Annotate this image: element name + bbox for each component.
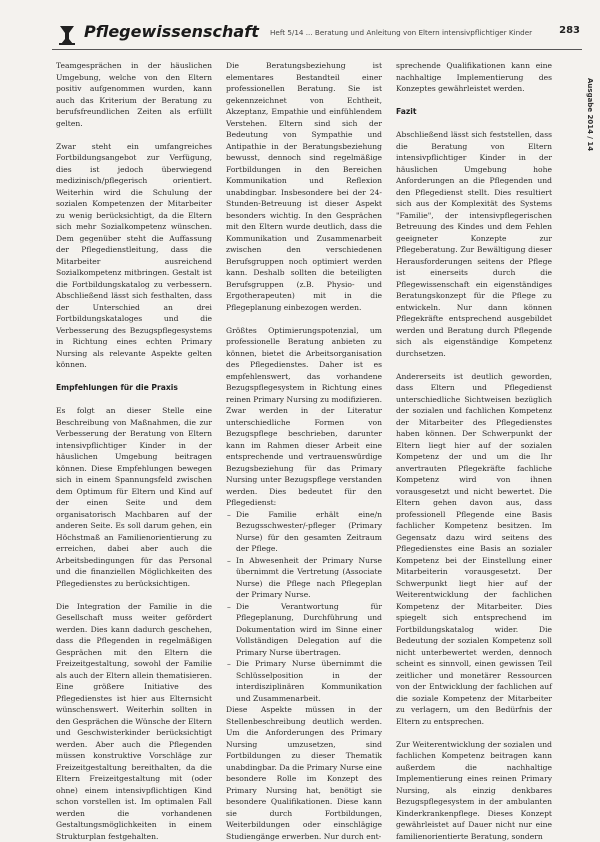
column-left <box>56 60 212 842</box>
paragraph: Die Beratungsbeziehung ist elementares Bestandteil einer professionellen Beratung. Sie ist gekennzeichnet von Echtheit, Akzeptanz, Empathie und einfühlendem Verstehen. Eltern sind sich der Bedeutung von Sympathie und Antipathie in der Beratungsbeziehung bewusst, dennoch sind regelmäßige Fortbildungen in den Bereichen Kommunikation und Reflexion unabdingbar. Insbesondere bei der 24-Stunden-Betreuung ist dieser Aspekt besonders wichtig. In den Gesprächen mit den Eltern wurde deutlich, dass die Kommunikation und Zusammenarbeit zwischen den verschiedenen Berufsgruppen noch optimiert werden kann. Deshalb sollten die beteiligten Berufsgruppen (z.B. Physio- und Ergotherapeuten) mit in die Pflegeplanung einbezogen werden. <box>226 60 382 313</box>
journal-logo-icon <box>58 24 76 46</box>
paragraph: Es folgt an dieser Stelle eine Beschreibung von Maßnahmen, die zur Verbesserung der Beratung von Eltern intensivpflichtiger Kinder in der häuslichen Umgebung beitragen können. Diese Empfehlungen bewegen sich in einem Spannungsfeld zwischen dem Optimum für Eltern und Kind auf der einen Seite und dem organisatorisch Machbaren auf der anderen Seite. Es soll darum gehen, ein Höchstmaß an Familienorientierung zu erreichen, dabei aber auch die Arbeitsbedingungen für das Personal und die finanziellen Möglichkeiten des Pflegedienstes zu berücksichtigen. <box>56 405 212 589</box>
list-item: – Die Verantwortung für Pflegeplanung, Durchführung und Dokumentation wird im Sinne einer Vollständigen Delegation auf die Primary Nurse übertragen. <box>236 601 382 659</box>
column-right <box>396 60 552 842</box>
page-number: 283 <box>559 25 580 36</box>
list-item: – Die Familie erhält eine/n Bezugsschwester/-pfleger (Primary Nurse) für den gesamten Zeitraum der Pflege. <box>236 509 382 555</box>
paragraph: Die Integration der Familie in die Gesellschaft muss weiter gefördert werden. Dies kann dadurch geschehen, dass die Pflegenden in regelmäßigen Gesprächen mit den Eltern die Freizeitgestaltung, sowohl der Familie als auch der Eltern allein thematisieren. Eine größere Initiative des Pflegedienstes ist hier aus Elternsicht wünschenswert. Weiterhin sollten in den Gesprächen die Wünsche der Eltern und Geschwisterkinder berücksichtigt werden. Aber auch die Pflegenden müssen konstruktive Vorschläge zur Freizeitgestaltung bereithalten, da die Eltern Freizeitgestaltung mit (oder ohne) einem intensivpflichtigen Kind schon vorstellen ist. Im optimalen Fall werden die vorhandenen Gestaltungsmöglichkeiten in einem Strukturplan festgehalten. <box>56 601 212 842</box>
section-heading: Empfehlungen für die Praxis <box>56 382 212 394</box>
page-header <box>52 22 582 52</box>
paragraph: Teamgesprächen in der häuslichen Umgebung, welche von den Eltern positiv aufgenommen wurden, kann auch das Kriterium der Beratung zu berufsfreundlichen Zeiten als erfüllt gelten. <box>56 60 212 129</box>
running-title: Heft 5/14 ... Beratung und Anleitung von Eltern intensivpflichtiger Kinder <box>270 28 532 37</box>
paragraph: Diese Aspekte müssen in der Stellenbeschreibung deutlich werden. Um die Anforderungen des Primary Nursing umzusetzen, sind Fortbildungen zu dieser Thematik unabdingbar. Da die Primary Nurse eine besondere Rolle im Konzept des Primary Nursing hat, benötigt sie besondere Qualifikationen. Diese kann sie durch Fortbildungen, Weiterbildungen oder einschlägige Studiengänge erwerben. Nur durch ent- <box>226 704 382 842</box>
paragraph: Andererseits ist deutlich geworden, dass Eltern und Pflegedienst unterschiedliche Sichtweisen bezüglich der sozialen und fachlichen Kompetenz der Mitarbeiter des Pflegedienstes haben können. Der Schwerpunkt der Eltern liegt hier auf der sozialen Kompetenz der und um die Ihr anvertrauten Pflegekräfte fachliche Kompetenz wird von ihnen vorausgesetzt und nicht bewertet. Die Eltern gehen davon aus, dass professionell Pflegende eine Basis fachlicher Kompetenz besitzen. Im Gegensatz dazu wird seitens des Pflegedienstes eine Basis an sozialer Kompetenz bei der Einstellung einer Mitarbeiterin vorausgesetzt. Der Schwerpunkt liegt hier auf der Weiterentwicklung der fachlichen Kompetenz der Mitarbeiter. Dies spiegelt sich entsprechend im Fortbildungskatalog wider. Die Bedeutung der sozialen Kompetenz soll nicht unterbewertet werden, dennoch scheint es sinnvoll, einen gewissen Teil zeitlicher und monetärer Ressourcen von der Entwicklung der fachlichen auf die soziale Kompetenz der Mitarbeiter zu verlagern, um den Bedürfnis der Eltern zu entsprechen. <box>396 371 552 728</box>
column-middle <box>226 60 382 842</box>
list-item: – In Abwesenheit der Primary Nurse übernimmt die Vertretung (Associate Nurse) die Pflege nach Pflegeplan der Primary Nurse. <box>236 555 382 601</box>
paragraph: Größtes Optimierungspotenzial, um professionelle Beratung anbieten zu können, bietet die Arbeitsorganisation des Pflegedienstes. Daher ist es empfehlenswert, das vorhandene Bezugspflegesystem in Richtung eines reinen Primary Nursing zu modifizieren. Zwar werden in der Literatur unterschiedliche Formen von Bezugspflege beschrieben, darunter kann im Rahmen dieser Arbeit eine entsprechende und vertrauenswürdige Bezugsbeziehung für das Primary Nursing unter Bezugspflege verstanden werden. Dies bedeutet für den Pflegedienst: <box>226 325 382 509</box>
paragraph: sprechende Qualifikationen kann eine nachhaltige Implementierung des Konzeptes gewährleistet werden. <box>396 60 552 95</box>
bullet-list <box>226 509 382 705</box>
section-heading: Fazit <box>396 106 552 118</box>
paragraph: Zwar steht ein umfangreiches Fortbildungsangebot zur Verfügung, dies ist jedoch überwiegend medizinisch/pflegerisch orientiert. Weiterhin wird die Schulung der sozialen Kompetenzen der Mitarbeiter zu wenig berücksichtigt, da die Eltern sich mehr Sozialkompetenz wünschen. Dem gegenüber steht die Auffassung der Pflegedienstleitung, dass die Mitarbeiter ausreichend Sozialkompetenz mitbringen. Gestalt ist die Fortbildungskatalog zu verbessern. Abschließend lässt sich festhalten, dass der Unterschied an drei Fortbildungskataloges und die Verbesserung des Bezugspflegesystems in Richtung eines echten Primary Nursing als relevante Aspekte gelten können. <box>56 141 212 371</box>
paragraph: Zur Weiterentwicklung der sozialen und fachlichen Kompetenz beitragen kann außerdem die nachhaltige Implementierung eines reinen Primary Nursing, als einzig denkbares Bezugspflegesystem in der ambulanten Kinderkrankenpflege. Dieses Konzept gewährleistet auf Dauer nicht nur eine familienorientierte Beratung, sondern <box>396 739 552 842</box>
journal-title: Pflegewissenschaft <box>84 22 259 41</box>
list-item: – Die Primary Nurse übernimmt die Schlüsselposition in der interdisziplinären Kommunikation und Zusammenarbeit. <box>236 658 382 704</box>
header-rule <box>52 49 582 50</box>
side-margin-text: Ausgabe 2014 / 14 <box>586 78 594 151</box>
paragraph: Abschließend lässt sich feststellen, dass die Beratung von Eltern intensivpflichtiger Kinder in der häuslichen Umgebung hohe Anforderungen an die Pflegenden und den Pflegedienst stellt. Dies resultiert sich aus der Komplexität des Systems "Familie", der intensivpflegerischen Betreuung des Kindes und dem Fehlen geeigneter Konzepte zur Pflegeberatung. Zur Bewältigung dieser Herausforderungen seitens der Pflege ist einerseits durch die Pflegewissenschaft ein eigenständiges Beratungskonzept für die Pflege zu entwickeln. Nur dann können Pflegekräfte entsprechend ausgebildet werden und Beratung durch Pflegende sich als eigenständige Kompetenz durchsetzen. <box>396 129 552 359</box>
